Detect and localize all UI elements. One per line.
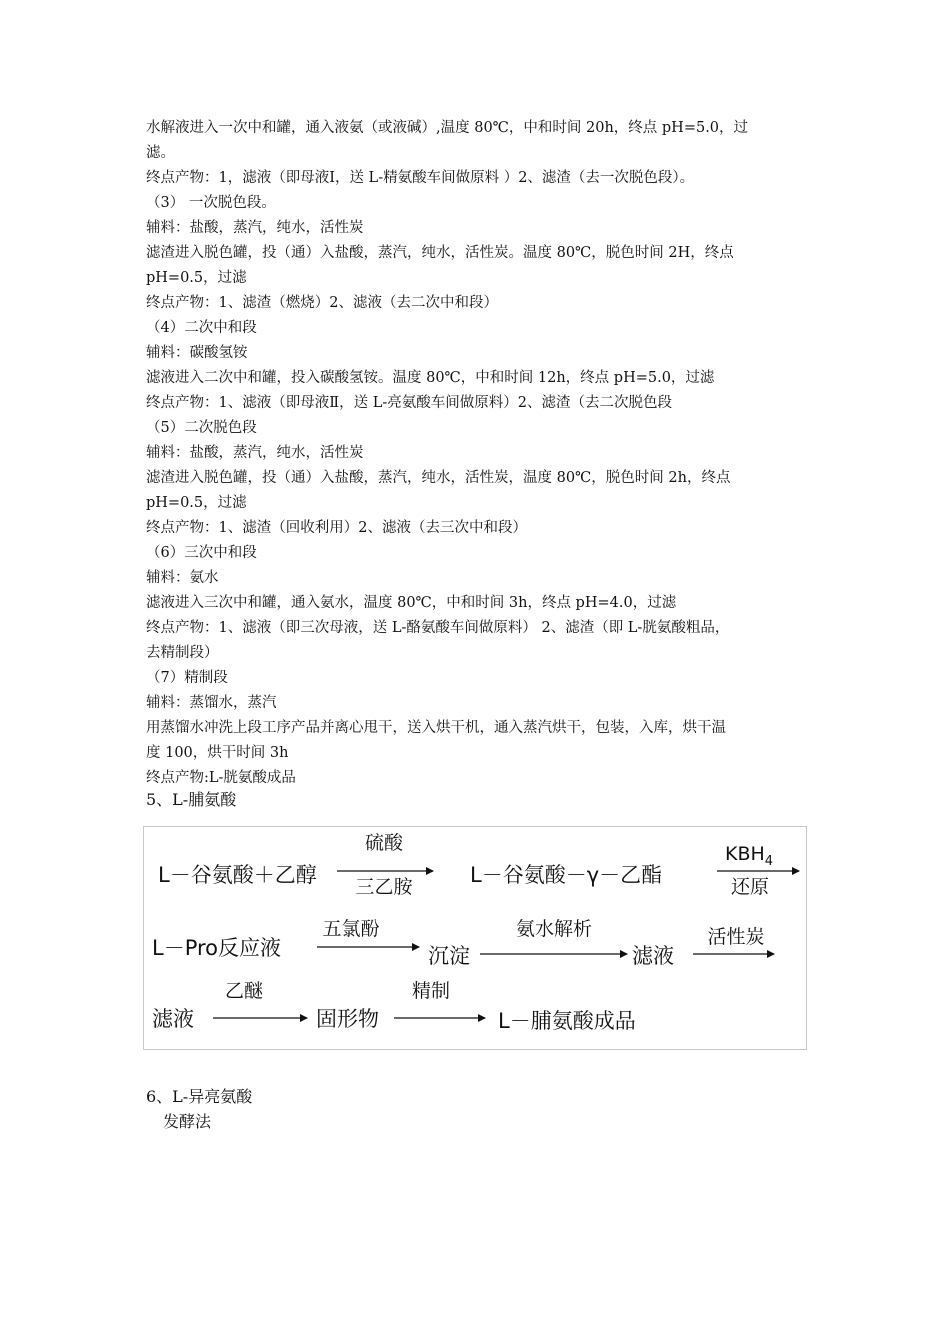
flow-reagent-label: 活性炭: [707, 926, 765, 948]
flow-condition-label: 还原: [730, 876, 770, 898]
flow-node-intermediate: L－谷氨酸－γ－乙酯: [470, 863, 663, 887]
text-line: 滤渣进入脱色罐，投（通）入盐酸，蒸汽，纯水，活性炭。温度 80℃，脱色时间 2H，终点: [146, 245, 734, 261]
text-line: 去精制段）: [146, 645, 219, 661]
text-line: pH=0.5，过滤: [146, 270, 247, 286]
flow-node-product: L－脯氨酸成品: [498, 1009, 636, 1033]
text-line: 水解液进入一次中和罐，通入液氨（或液碱）,温度 80℃，中和时间 20h，终点 pH=5.0，过: [146, 120, 749, 136]
flow-node-start: 滤液: [152, 1007, 194, 1031]
flow-node-start: L－谷氨酸＋乙醇: [158, 863, 317, 887]
text-line: 度 100，烘干时间 3h: [146, 745, 289, 761]
flow-reagent-label: 乙醚: [224, 980, 264, 1002]
text-line: 滤液进入三次中和罐，通入氨水，温度 80℃，中和时间 3h，终点 pH=4.0，过滤: [146, 595, 677, 611]
text-line: 辅料：盐酸，蒸汽，纯水，活性炭: [146, 220, 364, 236]
section-heading: 5、L-脯氨酸: [146, 790, 237, 809]
text-line: 辅料：碳酸氢铵: [146, 345, 248, 361]
process-flow-diagram: [143, 826, 807, 1050]
text-line: 滤渣进入脱色罐，投（通）入盐酸，蒸汽，纯水，活性炭，温度 80℃，脱色时间 2h，终点: [146, 470, 731, 486]
text-line: 终点产物：1、滤液（即三次母液，送 L-酪氨酸车间做原料） 2、滤渣（即 L-胱氨酸粗品，: [146, 620, 730, 636]
text-line: （3） 一次脱色段。: [146, 195, 276, 211]
flow-reagent-label: 五氯酚: [322, 918, 380, 940]
text-line: 终点产物：1，滤液（即母液Ⅰ，送 L-精氨酸车间做原料 ）2、滤渣（去一次脱色段）。: [146, 170, 695, 186]
text-line: （7）精制段: [146, 670, 228, 686]
flow-node-start: L－Pro反应液: [152, 936, 282, 960]
text-line: （5）二次脱色段: [146, 420, 257, 436]
flow-node-intermediate: 沉淀: [428, 944, 470, 968]
flow-reagent-label: 精制: [411, 980, 451, 1002]
text-line: （4）二次中和段: [146, 320, 257, 336]
text-line: 辅料：氨水: [146, 570, 219, 586]
text-line: 终点产物：1、滤渣（燃烧）2、滤液（去二次中和段）: [146, 295, 498, 311]
text-line: （6）三次中和段: [146, 545, 257, 561]
text-line: 终点产物：1、滤液（即母液Ⅱ，送 L-亮氨酸车间做原料）2、滤渣（去二次脱色段: [146, 395, 672, 411]
text-line: 辅料：盐酸，蒸汽，纯水，活性炭: [146, 445, 364, 461]
text-line: 辅料：蒸馏水，蒸汽: [146, 695, 277, 711]
text-line: 滤。: [146, 145, 175, 161]
text-line: 用蒸馏水冲洗上段工序产品并离心甩干，送入烘干机，通入蒸汽烘干，包装，入库，烘干温: [146, 720, 726, 736]
process-flow-svg: [144, 827, 808, 1051]
flow-node-intermediate: 滤液: [632, 944, 674, 968]
flow-reagent-label: 硫酸: [364, 832, 404, 854]
flow-reagent-label: 氨水解析: [515, 918, 593, 940]
text-line: pH=0.5，过滤: [146, 495, 247, 511]
text-line: 滤液进入二次中和罐，投入碳酸氢铵。温度 80℃，中和时间 12h，终点 pH=5.0，过滤: [146, 370, 715, 386]
text-line: 终点产物:L-胱氨酸成品: [146, 770, 296, 786]
flow-node-intermediate: 固形物: [316, 1007, 379, 1031]
section-heading: 6、L-异亮氨酸: [146, 1087, 253, 1106]
flow-reagent-label: $KBH_4$: [725, 843, 774, 869]
text-line: 终点产物：1、滤渣（回收利用）2、滤液（去三次中和段）: [146, 520, 527, 536]
flow-condition-label: 三乙胺: [355, 876, 413, 898]
section-subheading: 发酵法: [163, 1112, 212, 1131]
